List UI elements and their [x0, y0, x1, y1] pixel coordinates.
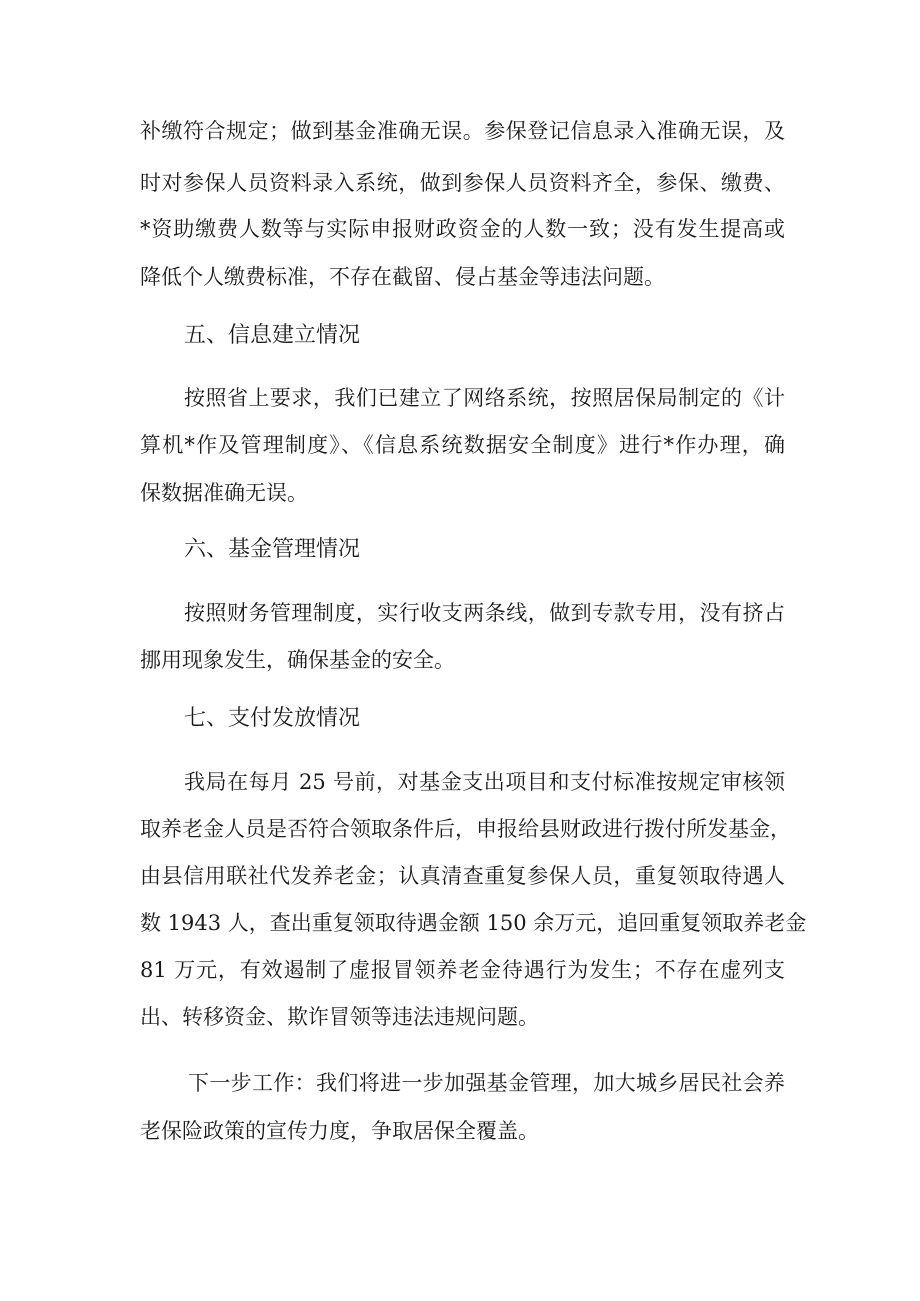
next-steps-line-1: 下一步工作：我们将进一步加强基金管理，加大城乡居民社会养 [188, 1071, 785, 1095]
section-7-line-6: 出、转移资金、欺诈冒领等违法违规问题。 [140, 1005, 539, 1029]
section-7-line-4: 数 1943 人，查出重复领取待遇金额 150 余万元，追回重复领取养老金 [140, 911, 807, 935]
section-6-line-2: 挪用现象发生，确保基金的安全。 [140, 648, 455, 672]
section-5-line-3: 保数据准确无误。 [140, 481, 308, 505]
intro-line-1: 补缴符合规定；做到基金准确无误。参保登记信息录入准确无误，及 [140, 119, 785, 143]
section-7-heading: 七、支付发放情况 [184, 706, 361, 731]
section-7-line-1: 我局在每月 25 号前，对基金支出项目和支付标准按规定审核领 [184, 770, 785, 794]
intro-line-3: *资助缴费人数等与实际申报财政资金的人数一致；没有发生提高或 [140, 217, 785, 241]
section-6-line-1: 按照财务管理制度，实行收支两条线，做到专款专用，没有挤占 [184, 601, 785, 625]
section-7-line-3: 由县信用联社代发养老金；认真清查重复参保人员，重复领取待遇人 [140, 864, 785, 888]
intro-line-4: 降低个人缴费标准，不存在截留、侵占基金等违法问题。 [140, 265, 665, 289]
section-5-line-1: 按照省上要求，我们已建立了网络系统，按照居保局制定的《计 [184, 386, 785, 410]
section-6-heading: 六、基金管理情况 [184, 537, 361, 562]
section-7-line-5: 81 万元，有效遏制了虚报冒领养老金待遇行为发生；不存在虚列支 [140, 958, 785, 982]
section-5-heading: 五、信息建立情况 [184, 323, 361, 348]
section-5-line-2: 算机*作及管理制度》、《信息系统数据安全制度》进行*作办理，确 [140, 433, 785, 457]
next-steps-line-2: 老保险政策的宣传力度，争取居保全覆盖。 [140, 1119, 539, 1143]
intro-line-2: 时对参保人员资料录入系统，做到参保人员资料齐全，参保、缴费、 [140, 171, 785, 195]
section-7-line-2: 取养老金人员是否符合领取条件后，申报给县财政进行拨付所发基金， [140, 817, 791, 841]
